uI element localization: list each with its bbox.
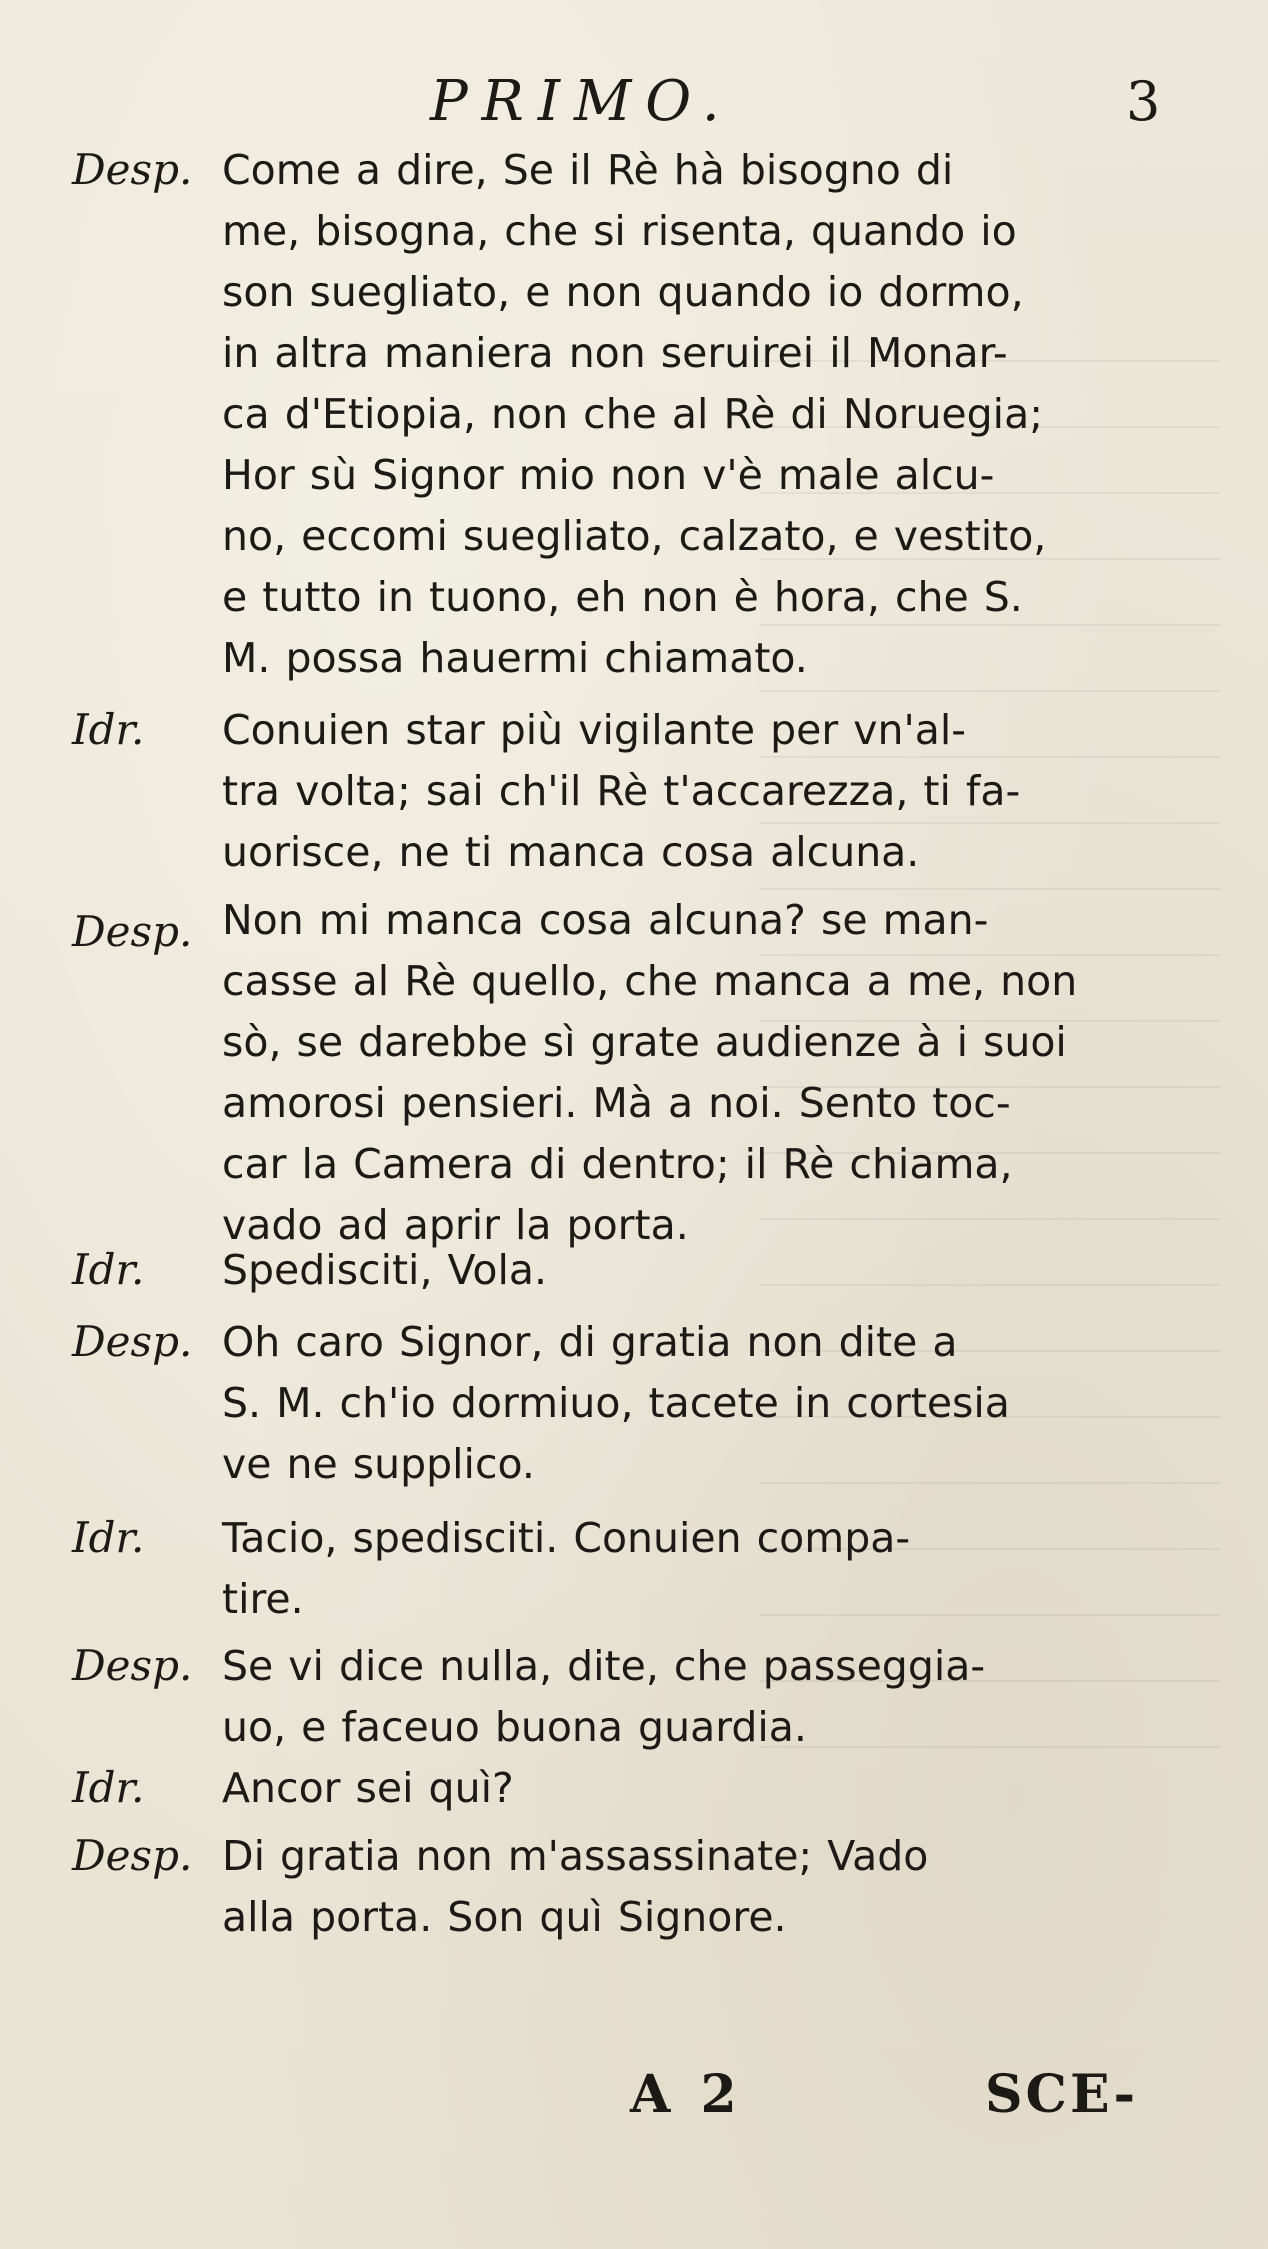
text-line: uorisce, ne ti manca cosa alcuna. [222, 828, 920, 876]
speaker-label: Desp. [72, 1641, 193, 1690]
speaker-label: Idr. [72, 1763, 145, 1812]
text-line: Oh caro Signor, di gratia non dite a [222, 1318, 958, 1366]
speaker-label: Idr. [72, 1513, 145, 1562]
text-line: Spedisciti, Vola. [222, 1246, 548, 1294]
speaker-label: Desp. [72, 145, 193, 194]
text-line: e tutto in tuono, eh non è hora, che S. [222, 573, 1023, 621]
page-header [0, 62, 1268, 142]
speaker-label: Idr. [72, 1245, 145, 1294]
text-line: car la Camera di dentro; il Rè chiama, [222, 1140, 1013, 1188]
speaker-label: Desp. [72, 907, 193, 956]
text-line: me, bisogna, che si risenta, quando io [222, 207, 1017, 255]
page-footer [0, 2055, 1268, 2135]
signature-mark: A 2 [630, 2064, 743, 2125]
text-line: Di gratia non m'assassinate; Vado [222, 1832, 929, 1880]
text-line: Conuien star più vigilante per vn'al- [222, 706, 967, 754]
text-line: amorosi pensieri. Mà a noi. Sento toc- [222, 1079, 1011, 1127]
text-line: M. possa hauermi chiamato. [222, 634, 808, 682]
text-line: tra volta; sai ch'il Rè t'accarezza, ti fa- [222, 767, 1021, 815]
text-line: Hor sù Signor mio non v'è male alcu- [222, 451, 995, 499]
text-line: Non mi manca cosa alcuna? se man- [222, 896, 989, 944]
text-line: son suegliato, e non quando io dormo, [222, 268, 1024, 316]
speaker-label: Idr. [72, 705, 145, 754]
running-title: PRIMO. [430, 69, 734, 134]
text-line: no, eccomi suegliato, calzato, e vestito, [222, 512, 1047, 560]
text-line: ve ne supplico. [222, 1440, 535, 1488]
catchword: SCE- [985, 2064, 1139, 2125]
page-number: 3 [1126, 70, 1161, 133]
text-line: uo, e faceuo buona guardia. [222, 1703, 807, 1751]
text-line: Tacio, spedisciti. Conuien compa- [222, 1514, 911, 1562]
text-line: vado ad aprir la porta. [222, 1201, 689, 1249]
text-line: casse al Rè quello, che manca a me, non [222, 957, 1078, 1005]
text-line: S. M. ch'io dormiuo, tacete in cortesia [222, 1379, 1010, 1427]
speaker-label: Desp. [72, 1831, 193, 1880]
text-line: ca d'Etiopia, non che al Rè di Noruegia; [222, 390, 1044, 438]
text-line: alla porta. Son quì Signore. [222, 1893, 787, 1941]
text-line: Ancor sei quì? [222, 1764, 514, 1812]
text-line: Se vi dice nulla, dite, che passeggia- [222, 1642, 986, 1690]
speaker-label: Desp. [72, 1317, 193, 1366]
text-line: in altra maniera non seruirei il Monar- [222, 329, 1008, 377]
text-line: tire. [222, 1575, 304, 1623]
text-line: Come a dire, Se il Rè hà bisogno di [222, 146, 954, 194]
text-line: sò, se darebbe sì grate audienze à i suoi [222, 1018, 1067, 1066]
